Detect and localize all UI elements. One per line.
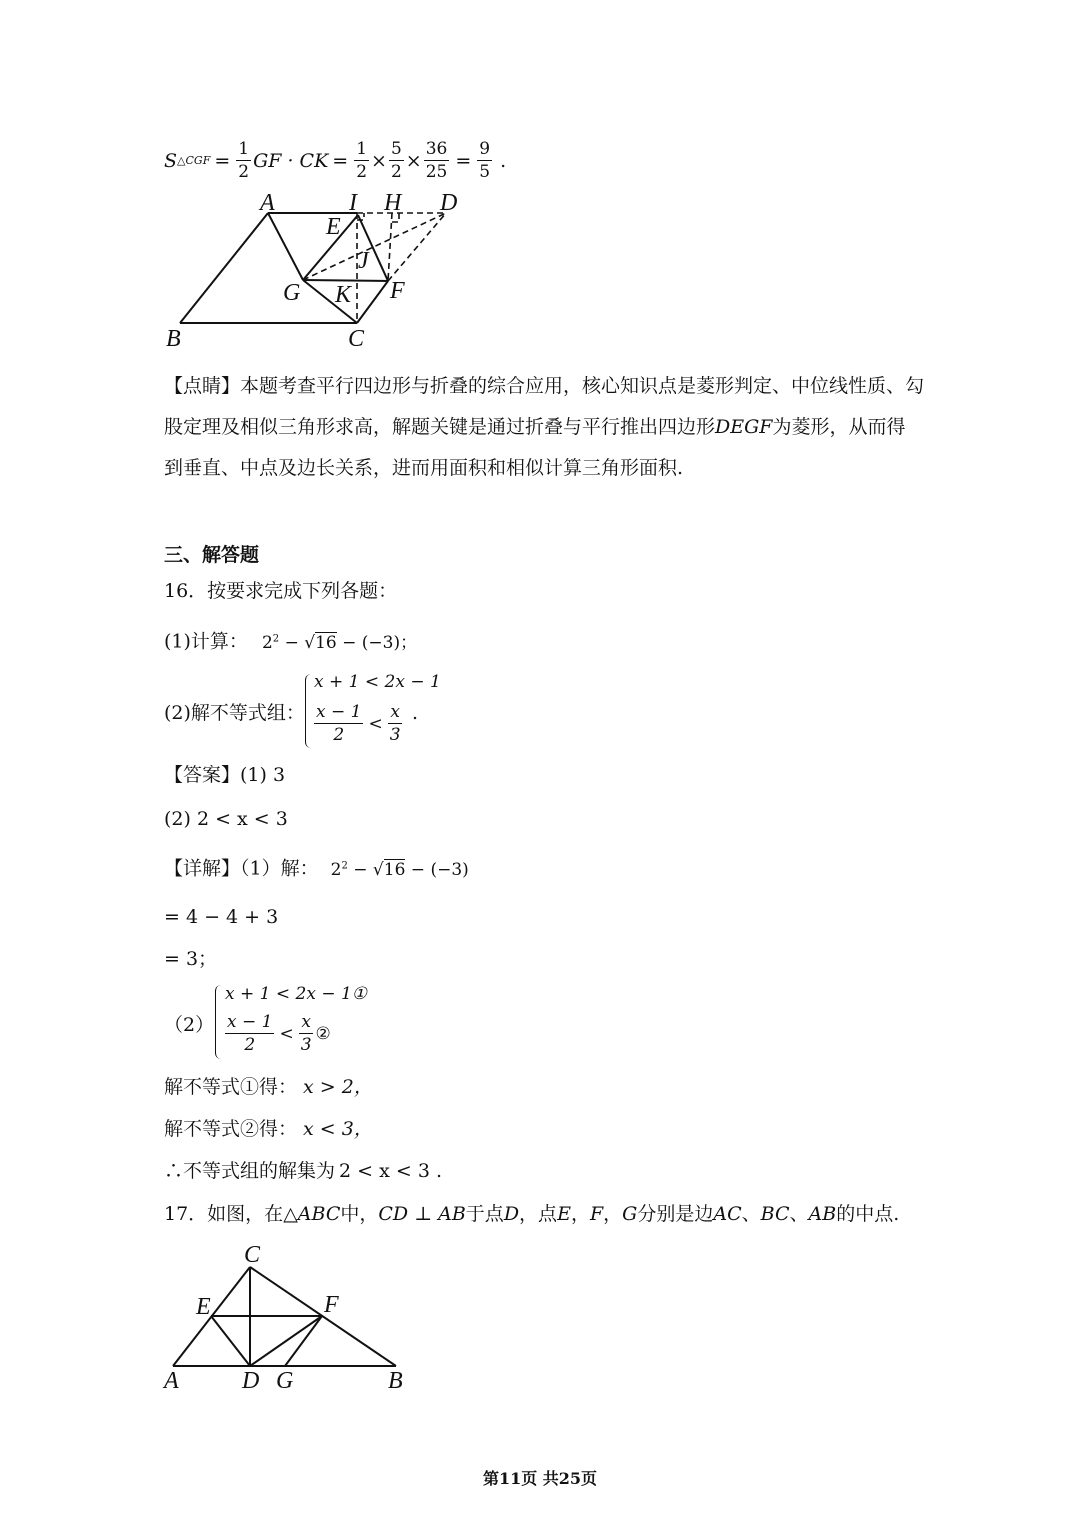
label-C: C: [348, 326, 365, 352]
solution-line-1: 解不等式①得： x > 2，: [164, 1076, 373, 1098]
segment-gf: [303, 280, 388, 281]
q16-part2-label: (2)解不等式组：: [164, 702, 305, 724]
area-formula: [164, 138, 506, 184]
detail-part2-label: （2）: [164, 1014, 215, 1036]
fraction: $\frac{9}{5}$: [479, 139, 491, 182]
period: .: [500, 150, 507, 172]
dianjing-line-2: 股定理及相似三角形求高，解题关键是通过折叠与平行推出四边形DEGF为菱形，从而得: [164, 416, 906, 438]
detail-step-2: = 3；: [164, 948, 218, 970]
gf-ck: GF · CK: [253, 150, 329, 172]
label-K: K: [335, 282, 352, 308]
label-I: I: [349, 190, 357, 216]
fraction: $\frac{36}{25}$: [425, 139, 448, 182]
times: ×: [405, 150, 422, 172]
detail-tag: 【详解】: [164, 857, 241, 880]
label-D: D: [440, 190, 458, 216]
s-subscript: △CGF: [177, 154, 211, 167]
label-J: J: [358, 248, 369, 274]
solution-line-3: ∴不等式组的解集为 2 < x < 3 .: [164, 1160, 442, 1182]
detail-line-1: 【详解】（1）解： $2^2 - √16 - (-3)$: [164, 857, 469, 880]
label-E: E: [326, 214, 341, 240]
section-title: 三、解答题: [164, 544, 260, 566]
label-A: A: [164, 1368, 179, 1394]
dianjing-line-1: 【点睛】本题考查平行四边形与折叠的综合应用，核心知识点是菱形判定、中位线性质、勾: [164, 375, 925, 397]
parallelogram-figure: [160, 186, 480, 356]
sqrt-sign: √: [304, 632, 316, 653]
s-symbol: S: [164, 150, 178, 172]
segment-hf: [388, 213, 392, 281]
dianjing-tag: 【点睛】: [164, 375, 241, 397]
detail-step-1: = 4 − 4 + 3: [164, 906, 279, 928]
detail-ineq-2: $\frac{x - 1}{2}$ < $\frac{x}{3}$ ②: [227, 1012, 331, 1055]
label-C: C: [244, 1242, 261, 1268]
solution-line-2: 解不等式②得： x < 3，: [164, 1118, 373, 1140]
label-G: G: [283, 280, 301, 306]
answer-tag: 【答案】: [164, 764, 241, 786]
q16-stem: 16．按要求完成下列各题：: [164, 580, 398, 602]
segment-ab: [180, 213, 268, 323]
quad-degf: DEGF: [715, 416, 773, 438]
answer-line-1: 【答案】(1) 3: [164, 764, 286, 786]
segment-fg: [285, 1316, 322, 1366]
q16-ineq-2: $\frac{x - 1}{2}$ < $\frac{x}{3}$: [316, 702, 401, 745]
fraction: $\frac{1}{2}$: [356, 139, 368, 182]
fraction: $\frac{5}{2}$: [390, 139, 402, 182]
label-F: F: [324, 1292, 339, 1318]
times: ×: [371, 150, 387, 172]
equals: =: [455, 150, 472, 172]
dianjing-paragraph: [164, 366, 924, 489]
dianjing-line-3: 到垂直、中点及边长关系，进而用面积和相似计算三角形面积.: [164, 457, 684, 479]
segment-cf: [357, 281, 388, 323]
label-B: B: [388, 1368, 403, 1394]
label-G: G: [276, 1368, 294, 1394]
answer-line-2: (2) 2 < x < 3: [164, 808, 288, 830]
segment-ag: [268, 213, 303, 280]
detail-ineq-1: x + 1 < 2x − 1①: [225, 984, 368, 1004]
label-D: D: [242, 1368, 260, 1394]
page-footer: 第11页 共25页: [482, 1469, 598, 1488]
q17-stem: 17．如图，在△ABC中，CD ⊥ AB于点D，点E，F，G分别是边AC、BC、AB的中点.: [164, 1203, 900, 1225]
label-H: H: [384, 190, 402, 216]
fraction: $\frac{1}{2}$: [238, 139, 250, 182]
label-F: F: [390, 278, 405, 304]
q16-ineq-1: x + 1 < 2x − 1: [314, 672, 441, 692]
equals: =: [332, 150, 349, 172]
q16-period: .: [412, 702, 419, 724]
label-E: E: [196, 1294, 211, 1320]
segment-gd: [303, 213, 446, 280]
q16-expr: $2^2 - √16 - (-3)$；: [261, 632, 418, 653]
q16-part1: (1)计算： $2^2 - √16 - (-3)$；: [164, 630, 418, 653]
label-B: B: [166, 326, 181, 352]
segment-df: [250, 1316, 322, 1366]
segment-ed: [211, 1316, 250, 1366]
label-A: A: [260, 190, 275, 216]
segment-fd: [388, 213, 446, 281]
triangle-figure: [160, 1240, 420, 1400]
equals: =: [214, 150, 231, 172]
